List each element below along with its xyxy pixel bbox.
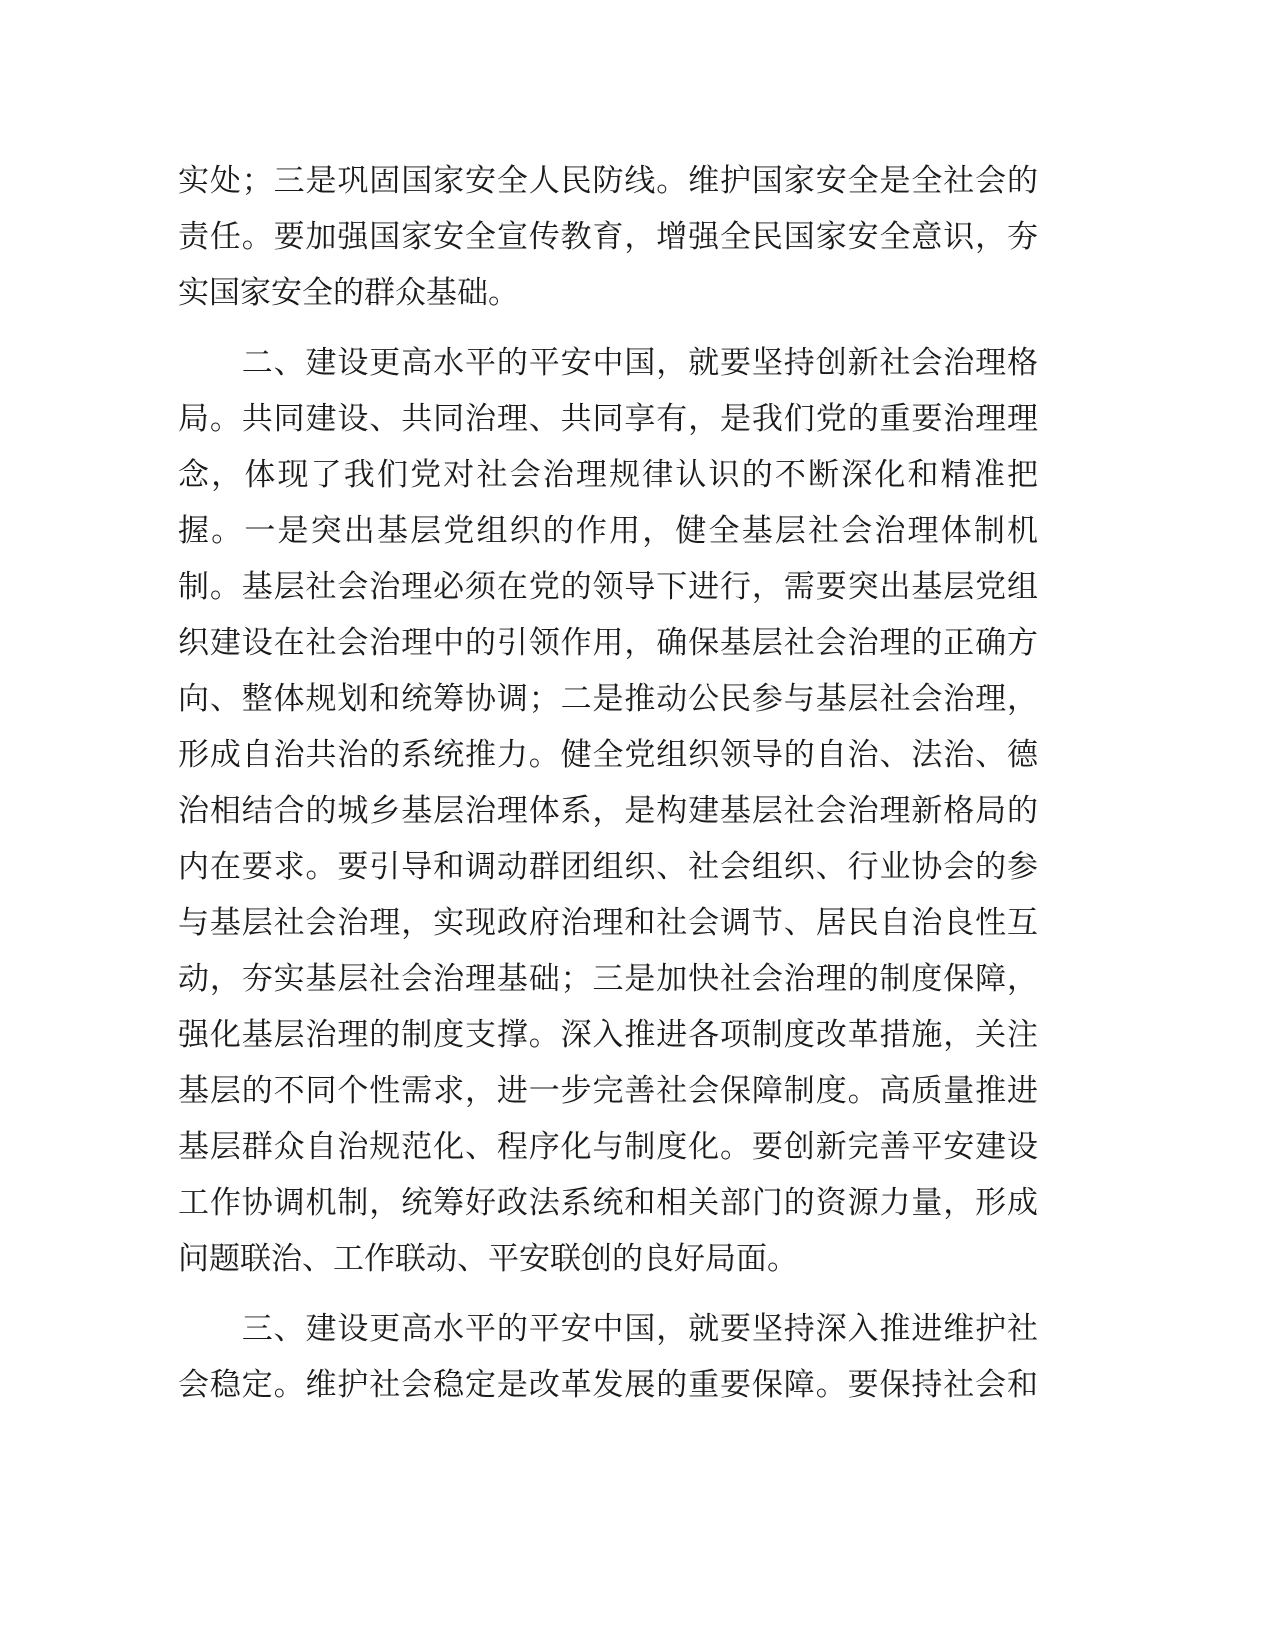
text-line: 实国家安全的群众基础。 [178, 275, 519, 311]
text-line: 基层的不同个性需求，进一步完善社会保障制度。高质量推进 [178, 1073, 1038, 1109]
text-line: 制。基层社会治理必须在党的领导下进行，需要突出基层党组 [178, 569, 1038, 605]
text-line: 动，夯实基层社会治理基础；三是加快社会治理的制度保障， [178, 961, 1038, 997]
text-line: 强化基层治理的制度支撑。深入推进各项制度改革措施，关注 [178, 1017, 1038, 1053]
text-line: 念，体现了我们党对社会治理规律认识的不断深化和精准把 [178, 457, 1038, 493]
paragraph-three [178, 1301, 1038, 1413]
text-line: 握。一是突出基层党组织的作用，健全基层社会治理体制机 [178, 513, 1038, 549]
text-line: 会稳定。维护社会稳定是改革发展的重要保障。要保持社会和 [178, 1367, 1038, 1403]
text-line: 局。共同建设、共同治理、共同享有，是我们党的重要治理理 [178, 401, 1038, 437]
text-line: 织建设在社会治理中的引领作用，确保基层社会治理的正确方 [178, 625, 1038, 661]
text-line: 工作协调机制，统筹好政法系统和相关部门的资源力量，形成 [178, 1185, 1038, 1221]
text-line: 责任。要加强国家安全宣传教育，增强全民国家安全意识，夯 [178, 219, 1038, 255]
paragraph-two [178, 335, 1038, 1287]
text-line: 基层群众自治规范化、程序化与制度化。要创新完善平安建设 [178, 1129, 1038, 1165]
text-line: 内在要求。要引导和调动群团组织、社会组织、行业协会的参 [178, 849, 1038, 885]
text-line: 形成自治共治的系统推力。健全党组织领导的自治、法治、德 [178, 737, 1038, 773]
text-line: 向、整体规划和统筹协调；二是推动公民参与基层社会治理， [178, 681, 1038, 717]
text-line: 三、建设更高水平的平安中国，就要坚持深入推进维护社 [178, 1311, 1038, 1347]
text-line: 治相结合的城乡基层治理体系，是构建基层社会治理新格局的 [178, 793, 1038, 829]
text-line: 与基层社会治理，实现政府治理和社会调节、居民自治良性互 [178, 905, 1038, 941]
document-body [178, 153, 1038, 1427]
text-line: 二、建设更高水平的平安中国，就要坚持创新社会治理格 [178, 345, 1038, 381]
text-line: 问题联治、工作联动、平安联创的良好局面。 [178, 1241, 798, 1277]
text-line: 实处；三是巩固国家安全人民防线。维护国家安全是全社会的 [178, 163, 1038, 199]
paragraph-continuation [178, 153, 1038, 321]
